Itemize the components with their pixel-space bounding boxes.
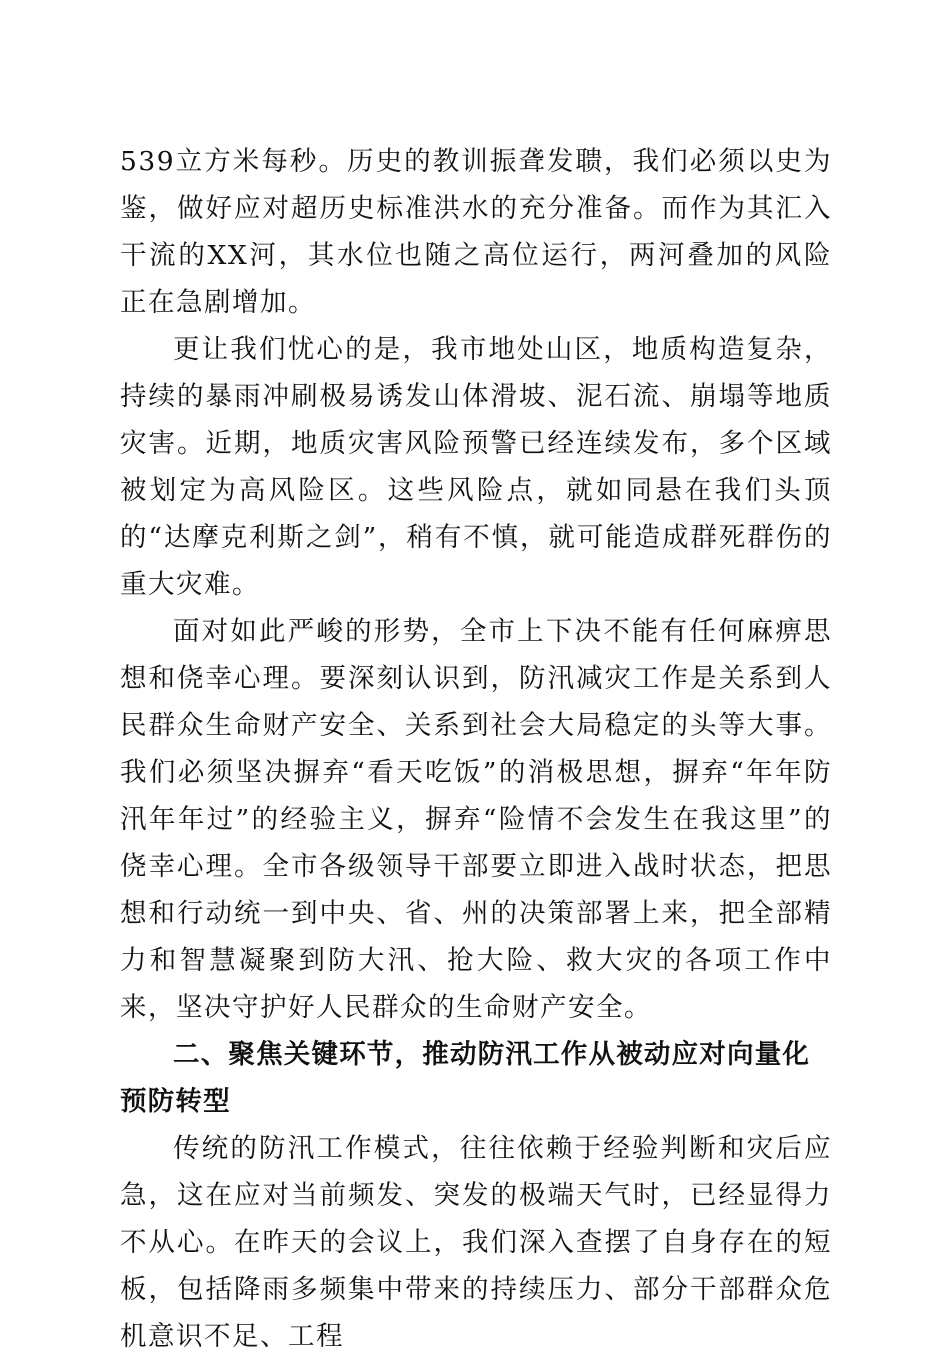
document-page [120,138,832,1360]
paragraph-traditional-mode: 传统的防汛工作模式，往往依赖于经验判断和灾后应急，这在应对当前频发、突发的极端天气时，已经显得力不从心。在昨天的会议上，我们深入查摆了自身存在的短板，包括降雨多频集中带来的持续压力、部分干部群众危机意识不足、工程 [120,1133,832,1352]
paragraph-continuation: 539立方米每秒。历史的教训振聋发聩，我们必须以史为鉴，做好应对超历史标准洪水的充分准备。而作为其汇入干流的XX河，其水位也随之高位运行，两河叠加的风险正在急剧增加。 [120,146,832,318]
section-heading: 二、聚焦关键环节，推动防汛工作从被动应对向量化预防转型 [120,1039,811,1117]
paragraph-severe-situation: 面对如此严峻的形势，全市上下决不能有任何麻痹思想和侥幸心理。要深刻认识到，防汛减灾工作是关系到人民群众生命财产安全、关系到社会大局稳定的头等大事。我们必须坚决摒弃“看天吃饭”的消极思想，摒弃“年年防汛年年过”的经验主义，摒弃“险情不会发生在我这里”的侥幸心理。全市各级领导干部要立即进入战时状态，把思想和行动统一到中央、省、州的决策部署上来，把全部精力和智慧凝聚到防大汛、抢大险、救大灾的各项工作中来，坚决守护好人民群众的生命财产安全。 [120,616,832,1023]
paragraph-geological-risk: 更让我们忧心的是，我市地处山区，地质构造复杂，持续的暴雨冲刷极易诱发山体滑坡、泥石流、崩塌等地质灾害。近期，地质灾害风险预警已经连续发布，多个区域被划定为高风险区。这些风险点，就如同悬在我们头顶的“达摩克利斯之剑”，稍有不慎，就可能造成群死群伤的重大灾难。 [120,334,832,600]
